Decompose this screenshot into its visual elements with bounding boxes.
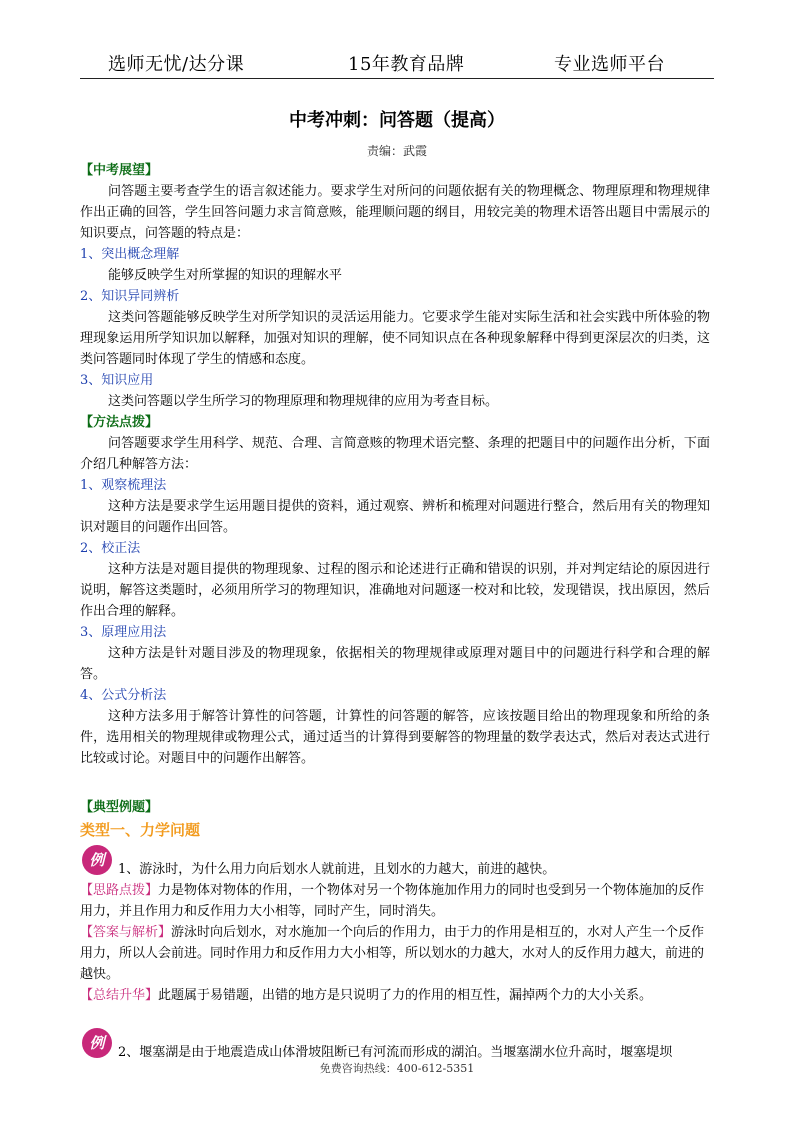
example-1 <box>80 845 710 880</box>
outlook-point-3-body: 这类问答题以学生所学习的物理原理和物理规律的应用为考查目标。 <box>108 394 499 409</box>
method-4-body: 这种方法多用于解答计算性的问答题，计算性的问答题的解答，应该按题目给出的物理现象和所给的条件，选用相关的物理规律或物理公式，通过适当的计算得到要解答的物理量的数学表达式，然后对表达式进行比较或讨论。对题目中的问题作出解答。 <box>80 709 710 766</box>
example-type-heading: 类型一、力学问题 <box>80 821 201 839</box>
method-1-body: 这种方法是要求学生运用题目提供的资料，通过观察、辨析和梳理对问题进行整合，然后用有关的物理知识对题目的问题作出回答。 <box>80 499 710 535</box>
section-label-outlook: 【中考展望】 <box>80 163 159 178</box>
example-1-hint <box>80 880 710 922</box>
editor-line: 责编：武霞 <box>366 144 427 158</box>
outlook-intro: 问答题主要考查学生的语言叙述能力。要求学生对所问的问题依据有关的物理概念、物理原理和物理规律作出正确的回答，学生回答问题力求言简意赅，能理顺问题的纲目，用较完美的物理术语答出题目中需展示的知识要点，问答题的特点是： <box>80 184 710 241</box>
methods-intro: 问答题要求学生用科学、规范、合理、言简意赅的物理术语完整、条理的把题目中的问题作出分析，下面介绍几种解答方法： <box>80 436 710 472</box>
method-4-head: 4、公式分析法 <box>80 688 167 703</box>
outlook-point-1-body: 能够反映学生对所掌握的知识的理解水平 <box>108 268 343 283</box>
outlook-point-2-body: 这类问答题能够反映学生对所学知识的灵活运用能力。它要求学生能对实际生活和社会实践中所体验的物理现象运用所学知识加以解释，加强对知识的理解，使不同知识点在各种现象解释中得到更深层次的归类，这类问答题同时体现了学生的情感和态度。 <box>80 310 710 367</box>
example-1-question: 1、游泳时，为什么用力向后划水人就前进，且划水的力越大，前进的越快。 <box>118 862 556 877</box>
answer-text: 游泳时向后划水，对水施加一个向后的作用力，由于力的作用是相互的，水对人产生一个反作用力，所以人会前进。同时作用力和反作用力大小相等，所以划水的力越大，水对人的反作用力越大，前进的越快。 <box>80 925 705 982</box>
example-spacer <box>80 1006 710 1028</box>
header-brand: 选师无忧/达分课 <box>108 54 245 75</box>
document-body <box>80 160 710 1063</box>
answer-tag: 【答案与解析】 <box>80 925 172 940</box>
method-2-body: 这种方法是对题目提供的物理现象、过程的图示和论述进行正确和错误的识别，并对判定结论的原因进行说明，解答这类题时，必须用所学习的物理知识，准确地对问题逐一校对和比较，发现错误，找出原因，然后作出合理的解释。 <box>80 562 710 619</box>
method-2-head: 2、校正法 <box>80 541 141 556</box>
outlook-point-2-head: 2、知识异同辨析 <box>80 289 180 304</box>
outlook-point-3-head: 3、知识应用 <box>80 373 154 388</box>
example-badge-icon: 例 <box>82 845 112 875</box>
section-spacer <box>80 769 710 797</box>
example-1-answer <box>80 922 710 985</box>
section-label-methods: 【方法点拨】 <box>80 415 159 430</box>
outlook-point-1-head: 1、突出概念理解 <box>80 247 180 262</box>
summary-text: 此题属于易错题，出错的地方是只说明了力的作用的相互性，漏掉两个力的大小关系。 <box>158 988 653 1003</box>
example-2-question: 2、堰塞湖是由于地震造成山体滑坡阻断已有河流而形成的湖泊。当堰塞湖水位升高时，堰塞堤坝 <box>118 1045 673 1060</box>
example-1-summary <box>80 985 710 1006</box>
summary-tag: 【总结升华】 <box>80 988 159 1003</box>
hint-tag: 【思路点拨】 <box>80 883 159 898</box>
method-3-head: 3、原理应用法 <box>80 625 167 640</box>
page-title: 中考冲刺：问答题（提高） <box>289 110 505 131</box>
header-platform: 专业选师平台 <box>554 54 665 75</box>
footer-hotline: 免费咨询热线：400-612-5351 <box>319 1062 475 1075</box>
example-2 <box>80 1028 710 1063</box>
hint-text: 力是物体对物体的作用，一个物体对另一个物体施加作用力的同时也受到另一个物体施加的反作用力，并且作用力和反作用力大小相等，同时产生，同时消失。 <box>80 883 705 919</box>
page-header <box>80 44 714 79</box>
example-badge-icon: 例 <box>82 1028 112 1058</box>
method-3-body: 这种方法是针对题目涉及的物理现象，依据相关的物理规律或原理对题目中的问题进行科学和合理的解答。 <box>80 646 710 682</box>
header-slogan: 15年教育品牌 <box>348 54 465 75</box>
section-label-examples: 【典型例题】 <box>80 800 159 815</box>
method-1-head: 1、观察梳理法 <box>80 478 167 493</box>
